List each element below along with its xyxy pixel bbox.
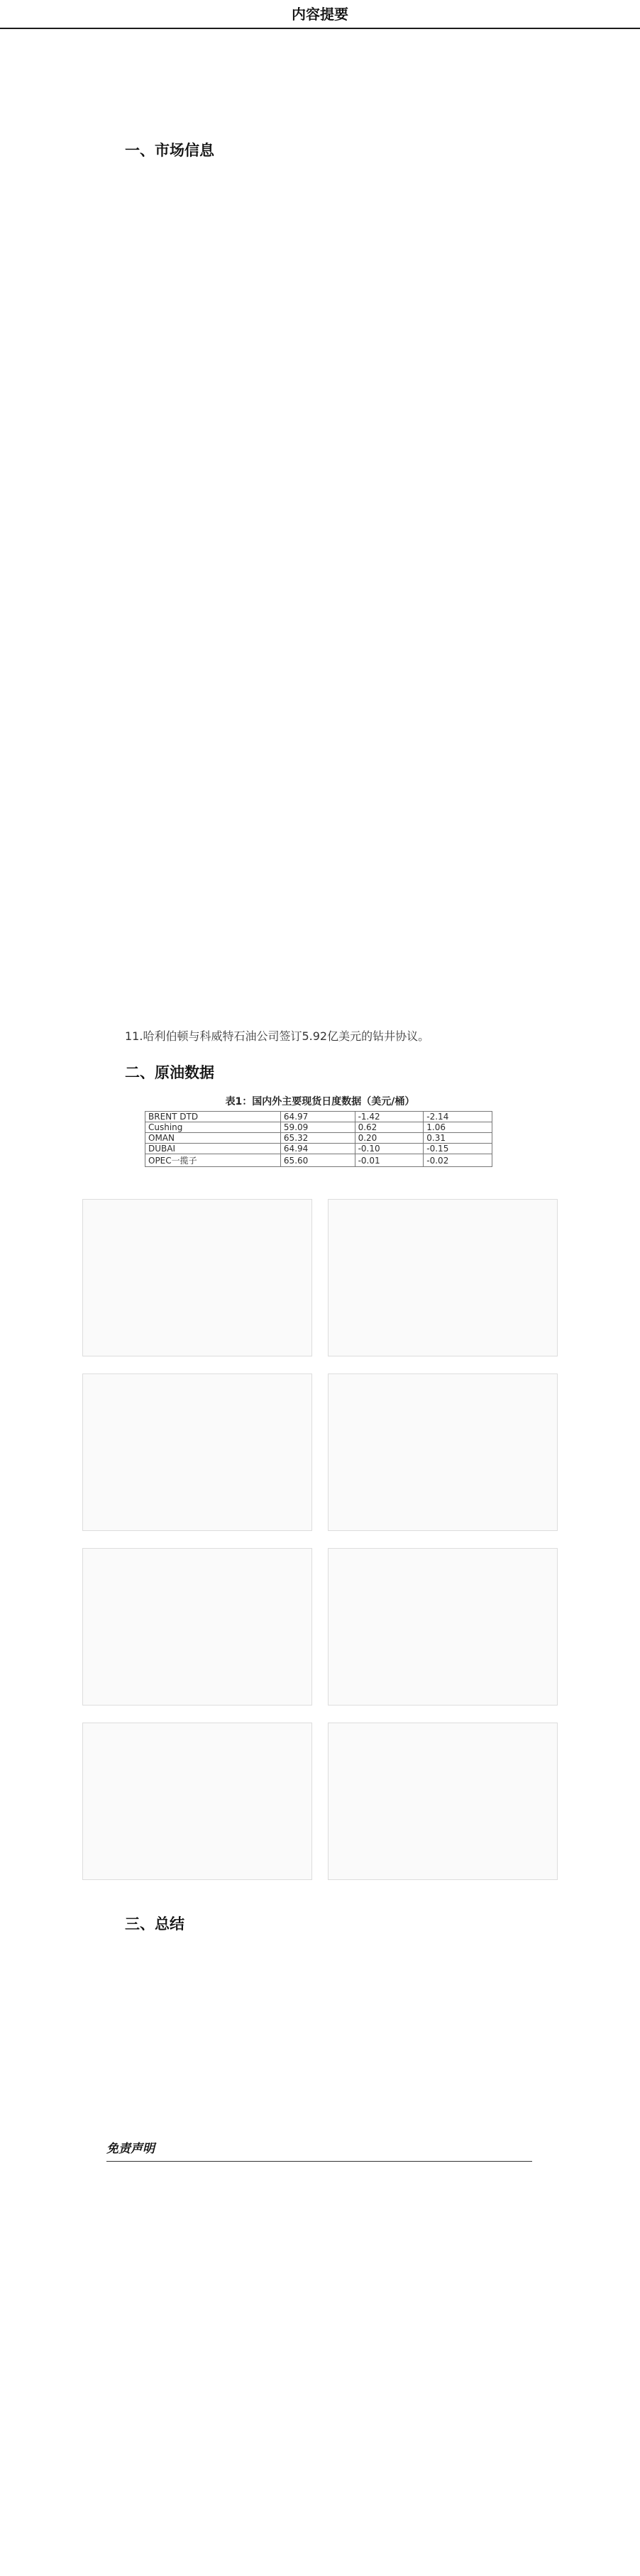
spot-price-table [145, 1111, 492, 1167]
chart-figure-3 [82, 1373, 312, 1531]
table-cell: 65.32 [280, 1133, 355, 1144]
chart-figure-5 [82, 1548, 312, 1706]
table-row [145, 1112, 492, 1122]
chart-area [82, 1199, 558, 1887]
table-cell: -0.02 [424, 1154, 492, 1167]
table-cell: -0.10 [355, 1144, 424, 1154]
table-cell: -0.15 [424, 1144, 492, 1154]
table-cell: -0.01 [355, 1154, 424, 1167]
chart-figure-2 [328, 1199, 558, 1356]
table-cell: -2.14 [424, 1112, 492, 1122]
table-cell: 0.62 [355, 1122, 424, 1133]
table-cell: DUBAI [145, 1144, 281, 1154]
table-cell: Cushing [145, 1122, 281, 1133]
table-cell: 0.20 [355, 1133, 424, 1144]
table-cell: -1.42 [355, 1112, 424, 1122]
table-cell: OPEC一揽子 [145, 1154, 281, 1167]
disclaimer-divider [106, 2161, 532, 2162]
table-cell: 0.31 [424, 1133, 492, 1144]
disclaimer-title: 免责声明 [106, 2142, 155, 2156]
table-cell: 65.60 [280, 1154, 355, 1167]
chart-figure-8 [328, 1723, 558, 1880]
section-heading-crude: 二、原油数据 [125, 1064, 214, 1081]
section-heading-summary: 三、总结 [125, 1916, 184, 1933]
chart-figure-1 [82, 1199, 312, 1356]
chart-figure-4 [328, 1373, 558, 1531]
section-heading-market: 一、市场信息 [125, 142, 214, 159]
table-caption: 表1：国内外主要现货日度数据（美元/桶） [225, 1096, 415, 1107]
page-title: 内容提要 [0, 3, 640, 29]
table-cell: 59.09 [280, 1122, 355, 1133]
table-row [145, 1122, 492, 1133]
table-row [145, 1133, 492, 1144]
table-row [145, 1154, 492, 1167]
chart-figure-6 [328, 1548, 558, 1706]
table-cell: OMAN [145, 1133, 281, 1144]
table-cell: 64.94 [280, 1144, 355, 1154]
table-row [145, 1144, 492, 1154]
market-item-11: 11.哈利伯顿与科威特石油公司签订5.92亿美元的钻井协议。 [125, 1029, 430, 1043]
table-cell: 64.97 [280, 1112, 355, 1122]
table-cell: 1.06 [424, 1122, 492, 1133]
table-cell: BRENT DTD [145, 1112, 281, 1122]
chart-figure-7 [82, 1723, 312, 1880]
